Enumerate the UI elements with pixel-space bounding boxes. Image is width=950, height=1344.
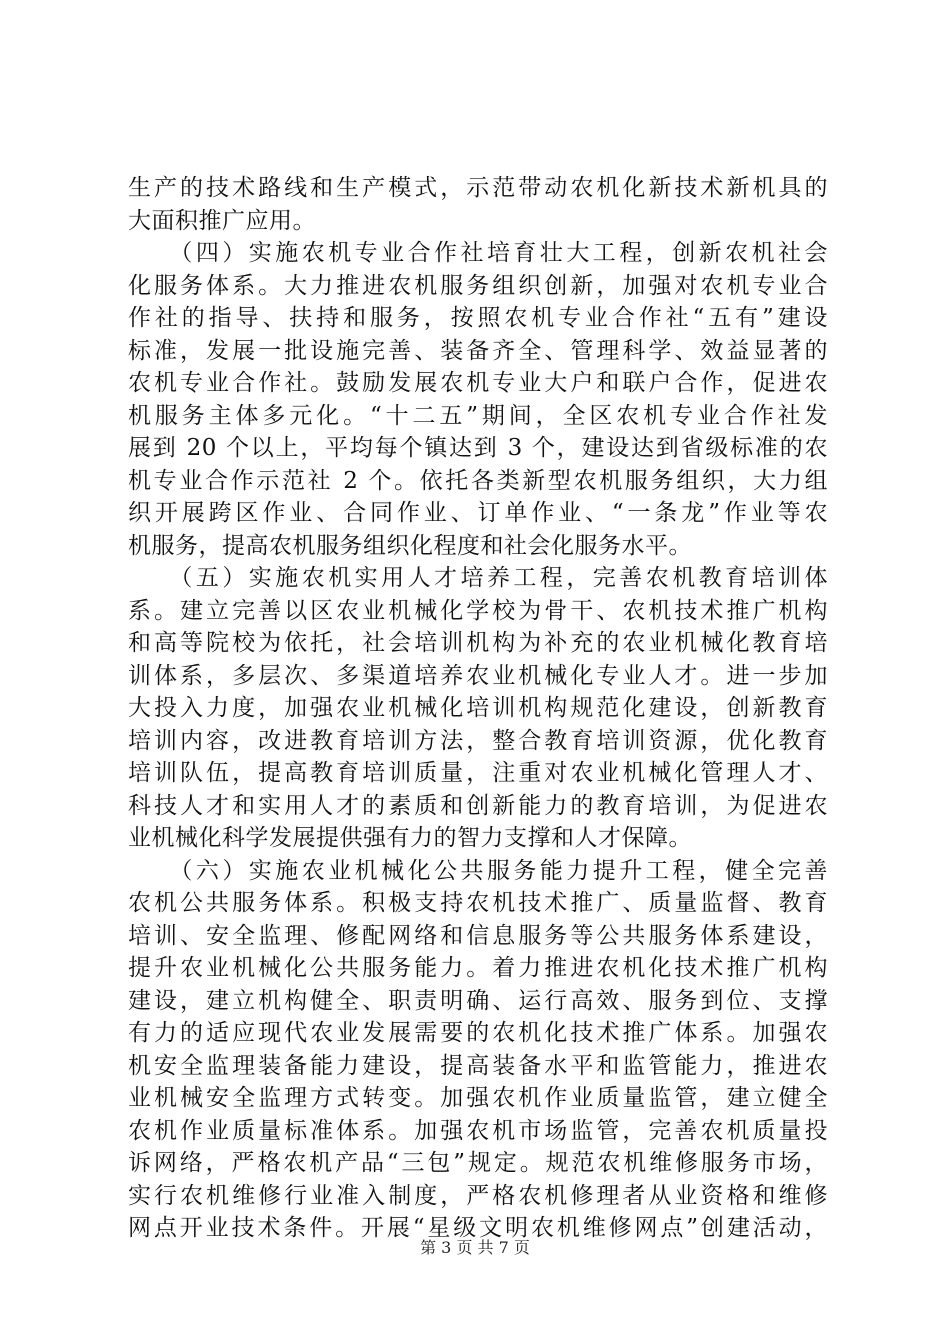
text-line: 建设，建立机构健全、职责明确、运行高效、服务到位、支撑 [128, 987, 828, 1014]
text-line: 农机公共服务体系。积极支持农机技术推广、质量监督、教育 [128, 890, 828, 916]
text-line: 农机作业质量标准体系。加强农机市场监管，完善农机质量投 [128, 1117, 828, 1144]
text-line: 和高等院校为依托，社会培训机构为补充的农业机械化教育培 [128, 630, 828, 656]
page-footer [0, 1238, 950, 1258]
text-line: 实行农机维修行业准入制度，严格农机修理者从业资格和维修 [128, 1182, 828, 1209]
text-line: 展到 20 个以上，平均每个镇达到 3 个，建设达到省级标准的农 [128, 435, 828, 461]
text-line: 提升农业机械化公共服务能力。着力推进农机化技术推广机构 [128, 955, 828, 981]
text-line: 培训、安全监理、修配网络和信息服务等公共服务体系建设， [128, 922, 828, 949]
text-line: 机服务，提高农机服务组织化程度和社会化服务水平。 [128, 532, 692, 559]
text-line: 化服务体系。大力推进农机服务组织创新，加强对农机专业合 [128, 272, 828, 299]
text-line: 机专业合作示范社 2 个。依托各类新型农机服务组织，大力组 [128, 467, 828, 494]
text-line: 织开展跨区作业、合同作业、订单作业、“一条龙”作业等农 [128, 500, 828, 526]
text-line: 大面积推广应用。 [128, 207, 316, 234]
text-line: （五）实施农机实用人才培养工程，完善农机教育培训体 [128, 565, 828, 591]
page-number-label: 第 3 页 共 7 页 [420, 1238, 530, 1257]
text-line: 机安全监理装备能力建设，提高装备水平和监管能力，推进农 [128, 1052, 828, 1079]
text-line: 培训队伍，提高教育培训质量，注重对农业机械化管理人才、 [128, 760, 828, 786]
text-line: 系。建立完善以区农业机械化学校为骨干、农机技术推广机构 [128, 597, 828, 624]
text-line: 网点开业技术条件。开展“星级文明农机维修网点”创建活动， [128, 1215, 828, 1241]
text-line: 训体系，多层次、多渠道培养农业机械化专业人才。进一步加 [128, 662, 828, 689]
text-line: 作社的指导、扶持和服务，按照农机专业合作社“五有”建设 [128, 305, 828, 331]
text-line: 业机械化科学发展提供强有力的智力支撑和人才保障。 [128, 825, 692, 851]
text-line: 诉网络，严格农机产品“三包”规定。规范农机维修服务市场， [128, 1150, 828, 1176]
document-body [128, 172, 828, 1245]
text-line: 农机专业合作社。鼓励发展农机专业大户和联户合作，促进农 [128, 370, 828, 396]
text-line: 生产的技术路线和生产模式，示范带动农机化新技术新机具的 [128, 175, 828, 201]
text-line: 业机械安全监理方式转变。加强农机作业质量监管，建立健全 [128, 1085, 828, 1111]
text-line: 有力的适应现代农业发展需要的农机化技术推广体系。加强农 [128, 1020, 828, 1046]
text-line: 标准，发展一批设施完善、装备齐全、管理科学、效益显著的 [128, 337, 828, 364]
text-line: 培训内容，改进教育培训方法，整合教育培训资源，优化教育 [128, 727, 828, 754]
text-line: 机服务主体多元化。“十二五”期间，全区农机专业合作社发 [128, 402, 828, 429]
text-line: 大投入力度，加强农业机械化培训机构规范化建设，创新教育 [128, 695, 828, 721]
text-line: （四）实施农机专业合作社培育壮大工程，创新农机社会 [128, 240, 828, 266]
text-line: 科技人才和实用人才的素质和创新能力的教育培训，为促进农 [128, 792, 828, 819]
text-line: （六）实施农业机械化公共服务能力提升工程，健全完善 [128, 857, 828, 884]
